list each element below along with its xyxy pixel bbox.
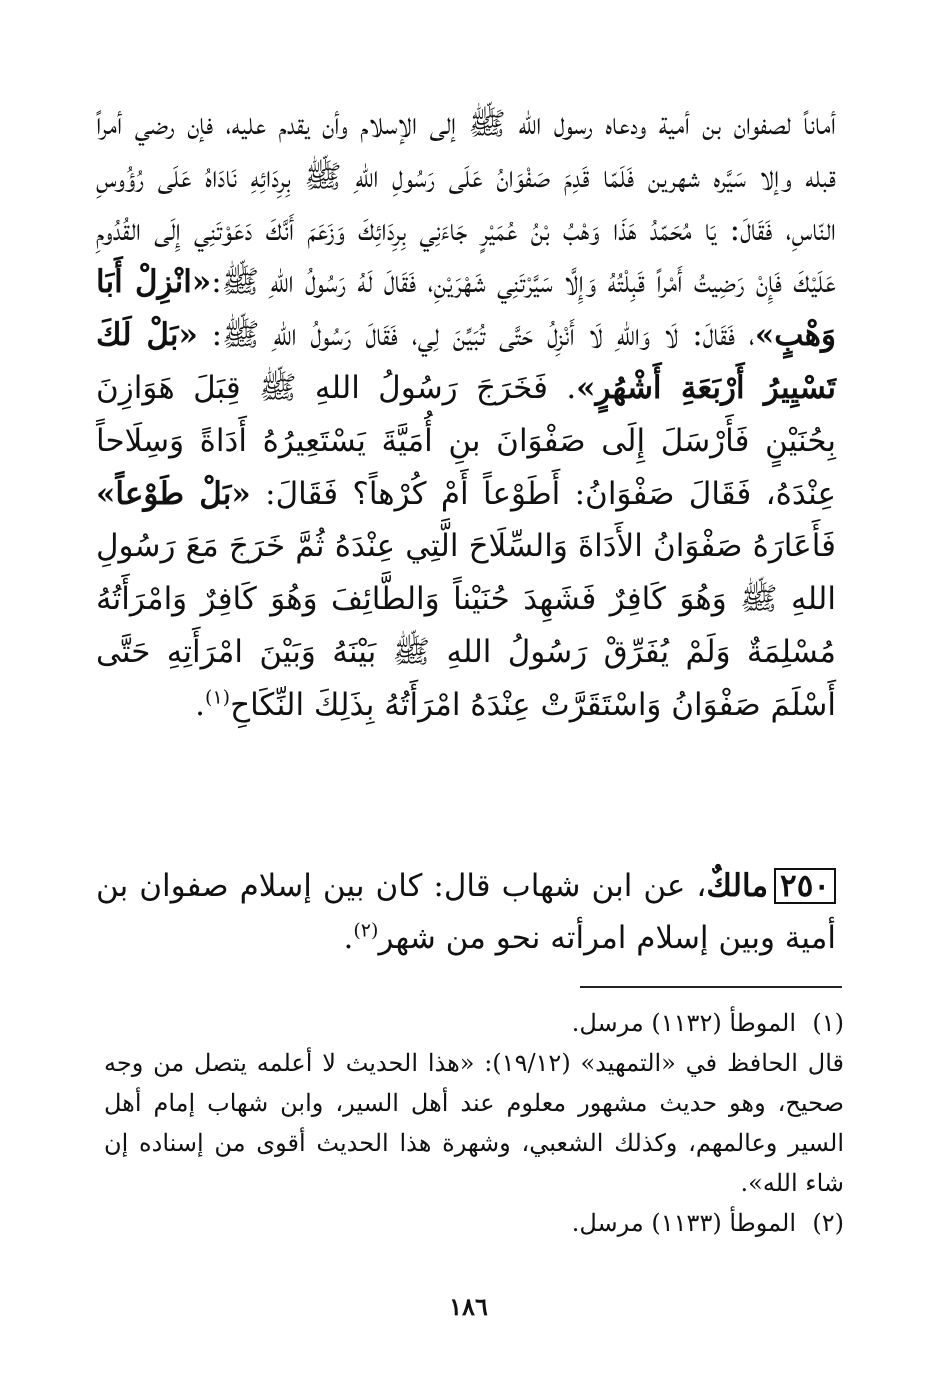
footnote-1-continuation: [104, 1043, 844, 1203]
hadith-body: ، عن ابن شهاب قال: كان بين إسلام صفوان بن أمية وبين إسلام امرأته نحو من شهر: [96, 868, 836, 956]
main-paragraph: [96, 98, 836, 732]
footnote-1: [104, 1003, 844, 1043]
main-text-part4: فَأَعَارَهُ صَفْوَانُ الأَدَاةَ وَالسِّلَاحَ الَّتِي عِنْدَهُ ثُمَّ خَرَجَ مَعَ رَسُولِ اللهِ ﷺ وَهُوَ كَافِرٌ فَشَهِدَ حُنَيْناً وَالطَّائِفَ وَهُوَ كَافِرٌ وَامْرَأَتُهُ مُسْلِمَةٌ وَلَمْ يُفَرِّقْ رَسُولُ اللهِ ﷺ بَيْنَهُ وَبَيْنَ امْرَأَتِهِ حَتَّى أَسْلَمَ صَفْوَانُ وَاسْتَقَرَّتْ عِنْدَهُ امْرَأَتُهُ بِذَلِكَ النِّكَاحِ: [96, 528, 836, 723]
main-text-part2: ، فَقَالَ: لَا وَاللهِ لَا أَنْزِلُ حَتَّى تُبَيِّنَ لِي، فَقَالَ رَسُولُ اللهِ ﷺ:: [211, 317, 755, 354]
main-text-part3: . فَخَرَجَ رَسُولُ اللهِ ﷺ قِبَلَ هَوَازِنَ بِحُنَيْنٍ فَأَرْسَلَ إِلَى صَفْوَانَ بنِ أُمَيَّةَ يَسْتَعِيرُهُ أَدَاةً وَسِلَاحاً عِنْدَهُ، فَقَالَ صَفْوَانُ: أَطَوْعاً أَمْ كُرْهاً؟ فَقَالَ:: [96, 369, 836, 512]
footnote-ref-2: (٢): [353, 919, 379, 942]
hadith-250: [96, 860, 836, 964]
footnote-2: [104, 1203, 844, 1243]
footnote-line: الموطأ (١١٣٢) مرسل.: [571, 1009, 796, 1037]
footnote-divider: [580, 986, 842, 988]
footnote-body: [104, 1203, 796, 1243]
main-text-part1: أماناً لصفوان بن أمية ودعاه رسول الله ﷺ إلى الإسلام وأن يقدم عليه، فإن رضي أمراً قبله وإلا سَيَّره شهرين فَلَمّا قَدِمَ صَفْوَانُ عَلَى رَسُولِ اللهِ ﷺ بِرِدَائِهِ نَادَاهُ عَلَى رُؤُوسِ النّاسِ، فَقَالَ: يَا مُحَمّدُ هَذَا وَهْبُ بْنُ عُمَيْرٍ جَاءَنِي بِرِدَائِكَ وَزَعَمَ أَنَّكَ دَعَوْتَنِي إِلَى القُدُومِ عَلَيْكَ فَإِنْ رَضِيتُ أَمْراً قَبِلْتُهُ وَإِلَّا سَيَّرْتَنِي شَهْرَيْنِ، فَقَالَ لَهُ رَسُولُ اللهِ ﷺ:: [96, 106, 836, 301]
prophet-quote-3: «بَلْ طَوْعاً»: [96, 475, 251, 512]
footnote-body: [104, 1043, 844, 1203]
footnote-number: (١): [812, 1009, 844, 1037]
footnote-line: الموطأ (١١٣٣) مرسل.: [571, 1209, 796, 1237]
footnote-line: قال الحافظ في «التمهيد» (١٩/١٢): «هذا الحديث لا أعلمه يتصل من وجه صحيح، وهو حديث مشهور معلوم عند أهل السير، وابن شهاب إمام أهل السير وعالمهم، وكذلك الشعبي، وشهرة هذا الحديث أقوى من إسناده إن شاء الله».: [104, 1049, 844, 1197]
prophet-quote-2: «بَلْ لَكَ تَسْيِيرُ أَرْبَعَةِ أَشْهُرٍ»: [96, 317, 836, 406]
hadith-250-text: [96, 860, 836, 964]
footnote-body: [104, 1003, 796, 1043]
main-text-ending: .: [195, 686, 206, 723]
footnote-number: (٢): [812, 1209, 844, 1237]
hadith-ending: .: [343, 920, 354, 956]
hadith-number-box: ٢٥٠: [774, 868, 836, 904]
hadith-narrator: مالكٌ: [706, 868, 769, 904]
footnote-ref-1: (١): [205, 686, 231, 709]
prophet-quote-1: «انْزِلْ أَبَا وَهْبٍ»: [96, 264, 836, 354]
page-number: ١٨٦: [449, 1292, 488, 1321]
footnotes: [104, 1003, 844, 1243]
main-paragraph-text: [96, 98, 836, 732]
